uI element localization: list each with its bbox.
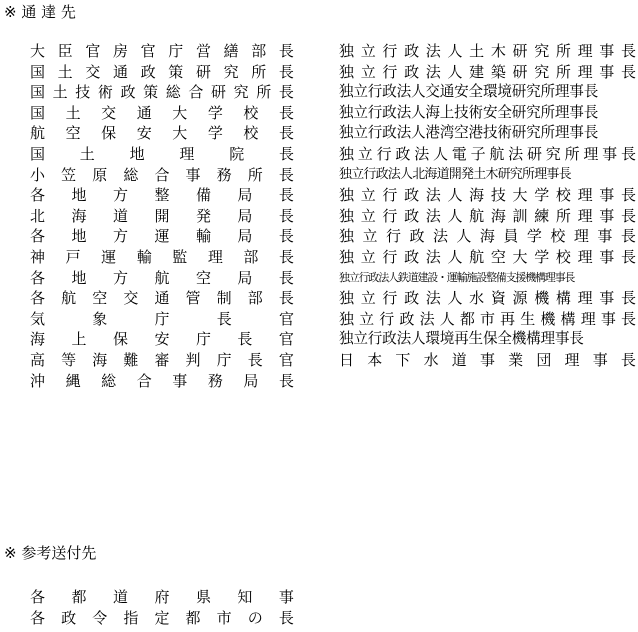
right-recipient-item: 独立行政法人北海道開発土木研究所理事長 [339,166,571,182]
heading-main: ※ 通 達 先 [4,3,76,21]
right-recipient-item: 独立行政法人海上技術安全研究所理事長 [339,103,599,121]
left-recipient-list [30,41,294,391]
right-recipient-item: 独立行政法人環境再生保全機構理事長 [339,330,584,348]
left-recipient-item: 北 海 道 開 発 局 長 [30,206,294,225]
left-recipient-item: 大 臣 官 房 官 庁 営 繕 部 長 [30,42,294,60]
left-recipient-item: 小 笠 原 総 合 事 務 所 長 [30,165,294,184]
right-recipient-item: 独 立 行 政 法 人 海 員 学 校 理 事 長 [339,227,636,246]
reference-recipient-list [30,587,294,628]
left-recipient-item: 沖 縄 総 合 事 務 局 長 [30,371,294,390]
right-recipient-item: 独 立 行 政 法 人 航 空 大 学 校 理 事 長 [339,247,636,266]
right-recipient-item: 独 立 行 政 法 人 電 子 航 法 研 究 所 理 事 長 [339,144,636,163]
left-recipient-item: 国 土 技 術 政 策 総 合 研 究 所 長 [30,83,294,102]
left-recipient-item: 国 土 交 通 大 学 校 長 [30,103,294,122]
left-recipient-item: 各 地 方 航 空 局 長 [30,268,294,287]
left-recipient-item: 各 地 方 運 輸 局 長 [30,227,294,246]
right-recipient-list [339,41,636,371]
left-recipient-item: 国 土 交 通 政 策 研 究 所 長 [30,62,294,81]
right-recipient-item: 独 立 行 政 法 人 海 技 大 学 校 理 事 長 [339,186,636,205]
right-recipient-item: 独立行政法人鉄道建設・運輸施設整備支援機構理事長 [339,270,575,284]
right-recipient-item: 独 立 行 政 法 人 土 木 研 究 所 理 事 長 [339,42,636,60]
reference-recipient-item: 各 都 道 府 県 知 事 [30,588,294,606]
left-recipient-item: 神 戸 運 輸 監 理 部 長 [30,247,294,266]
right-recipient-item: 独立行政法人港湾空港技術研究所理事長 [339,124,599,142]
left-recipient-item: 海 上 保 安 庁 長 官 [30,330,294,349]
left-recipient-item: 高 等 海 難 審 判 庁 長 官 [30,350,294,369]
left-recipient-item: 国 土 地 理 院 長 [30,144,294,163]
left-recipient-item: 各 地 方 整 備 局 長 [30,186,294,205]
right-recipient-item: 独 立 行 政 法 人 水 資 源 機 構 理 事 長 [339,289,636,308]
right-recipient-item: 日 本 下 水 道 事 業 団 理 事 長 [339,350,636,369]
right-recipient-item: 独 立 行 政 法 人 建 築 研 究 所 理 事 長 [339,62,636,81]
right-recipient-item: 独 立 行 政 法 人 都 市 再 生 機 構 理 事 長 [339,309,636,328]
reference-recipient-item: 各 政 令 指 定 都 市 の 長 [30,608,294,627]
left-recipient-item: 航 空 保 安 大 学 校 長 [30,124,294,143]
left-recipient-item: 各 航 空 交 通 管 制 部 長 [30,289,294,308]
right-recipient-item: 独 立 行 政 法 人 航 海 訓 練 所 理 事 長 [339,206,636,225]
heading-reference: ※ 参考送付先 [4,544,97,562]
right-recipient-item: 独立行政法人交通安全環境研究所理事長 [339,83,599,101]
left-recipient-item: 気 象 庁 長 官 [30,309,294,328]
